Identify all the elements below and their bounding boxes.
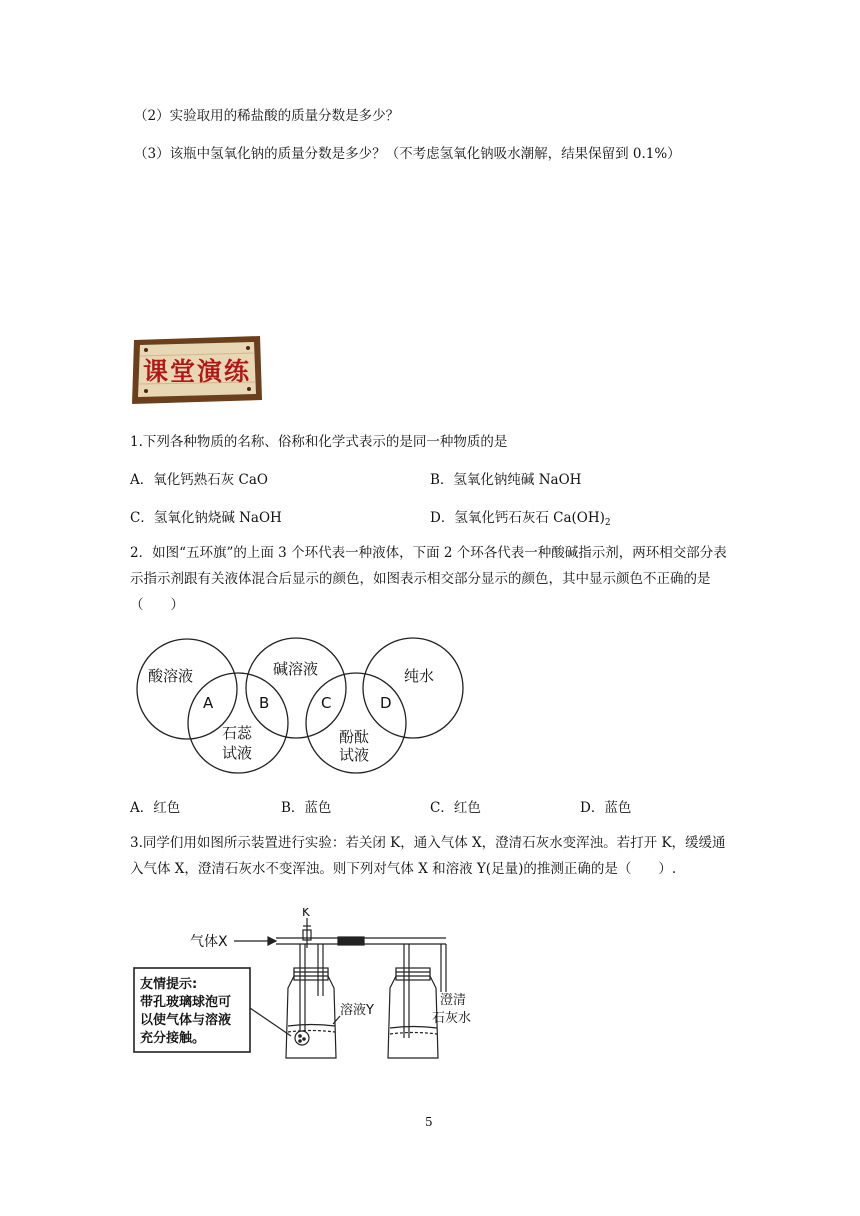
five-ring-diagram	[128, 636, 468, 776]
question-2-option-d: D．蓝色	[580, 800, 632, 816]
tip-line-3: 以使气体与溶液	[140, 1013, 232, 1028]
section-title-sign	[130, 334, 264, 406]
gas-apparatus-diagram	[128, 908, 478, 1068]
question-1-option-c: C．氢氧化钠烧碱 NaOH	[130, 510, 282, 526]
ring-water	[363, 638, 463, 738]
tip-line-2: 带孔玻璃球泡可	[140, 995, 232, 1010]
ring-phenol-label-2: 试液	[339, 746, 370, 764]
question-1-option-d-text: D．氢氧化钙石灰石 Ca(OH)	[430, 510, 605, 526]
intersection-label-d: D	[380, 694, 392, 712]
limewater-label-1: 澄清	[440, 993, 467, 1008]
section-title: 课堂演练	[142, 357, 251, 386]
question-2-option-c: C．红色	[430, 800, 481, 816]
question-2-stem: 2．如图“五环旗”的上面 3 个环代表一种液体，下面 2 个环各代表一种酸碱指示剂，两环相交部分表示指示剂跟有关液体混合后显示的颜色，如图表示相交部分显示的颜色，其中显示颜色不正确的是（ ）	[130, 545, 727, 613]
tip-line-4: 充分接触。	[140, 1031, 206, 1046]
question-2-option-b: B．蓝色	[281, 800, 332, 816]
question-1-option-b: B．氢氧化钠纯碱 NaOH	[430, 472, 582, 488]
question-3-stem: 3.同学们用如图所示装置进行实验：若关闭 K，通入气体 X，澄清石灰水变浑浊。若打开 K，缓缓通入气体 X，澄清石灰水不变浑浊。则下列对气体 X 和溶液 Y(足量)的推测正确的是（ ）.	[130, 835, 726, 877]
question-1-stem: 1.下列各种物质的名称、俗称和化学式表示的是同一种物质的是	[130, 434, 508, 450]
gas-x-label: 气体X	[190, 934, 228, 950]
ring-phenol-label-1: 酚酞	[339, 728, 370, 746]
page-number: 5	[425, 1115, 433, 1129]
question-1-option-d	[430, 508, 611, 533]
ring-acid-label: 酸溶液	[148, 667, 194, 685]
intersection-label-a: A	[203, 694, 214, 712]
intersection-label-c: C	[321, 694, 332, 712]
tip-line-1: 友情提示:	[140, 977, 198, 992]
ring-base-label: 碱溶液	[273, 660, 319, 678]
question-1-option-a: A．氧化钙熟石灰 CaO	[130, 472, 268, 488]
limewater-label-2: 石灰水	[432, 1011, 472, 1026]
intersection-label-b: B	[259, 694, 270, 712]
ring-litmus-label-1: 石蕊	[222, 724, 253, 742]
question-2-text: （2）实验取用的稀盐酸的质量分数是多少？	[134, 108, 400, 124]
ring-litmus-label-2: 试液	[222, 744, 253, 762]
question-3-text: （3）该瓶中氢氧化钠的质量分数是多少？（不考虑氢氧化钠吸水潮解，结果保留到 0.1%）	[134, 146, 681, 162]
ring-base	[246, 638, 346, 738]
question-2-option-a: A．红色	[130, 800, 181, 816]
ring-water-label: 纯水	[404, 667, 435, 685]
question-1-option-d-subscript: 2	[604, 518, 611, 528]
valve-k-label: K	[302, 908, 310, 919]
solution-y-label: 溶液Y	[340, 1003, 374, 1018]
